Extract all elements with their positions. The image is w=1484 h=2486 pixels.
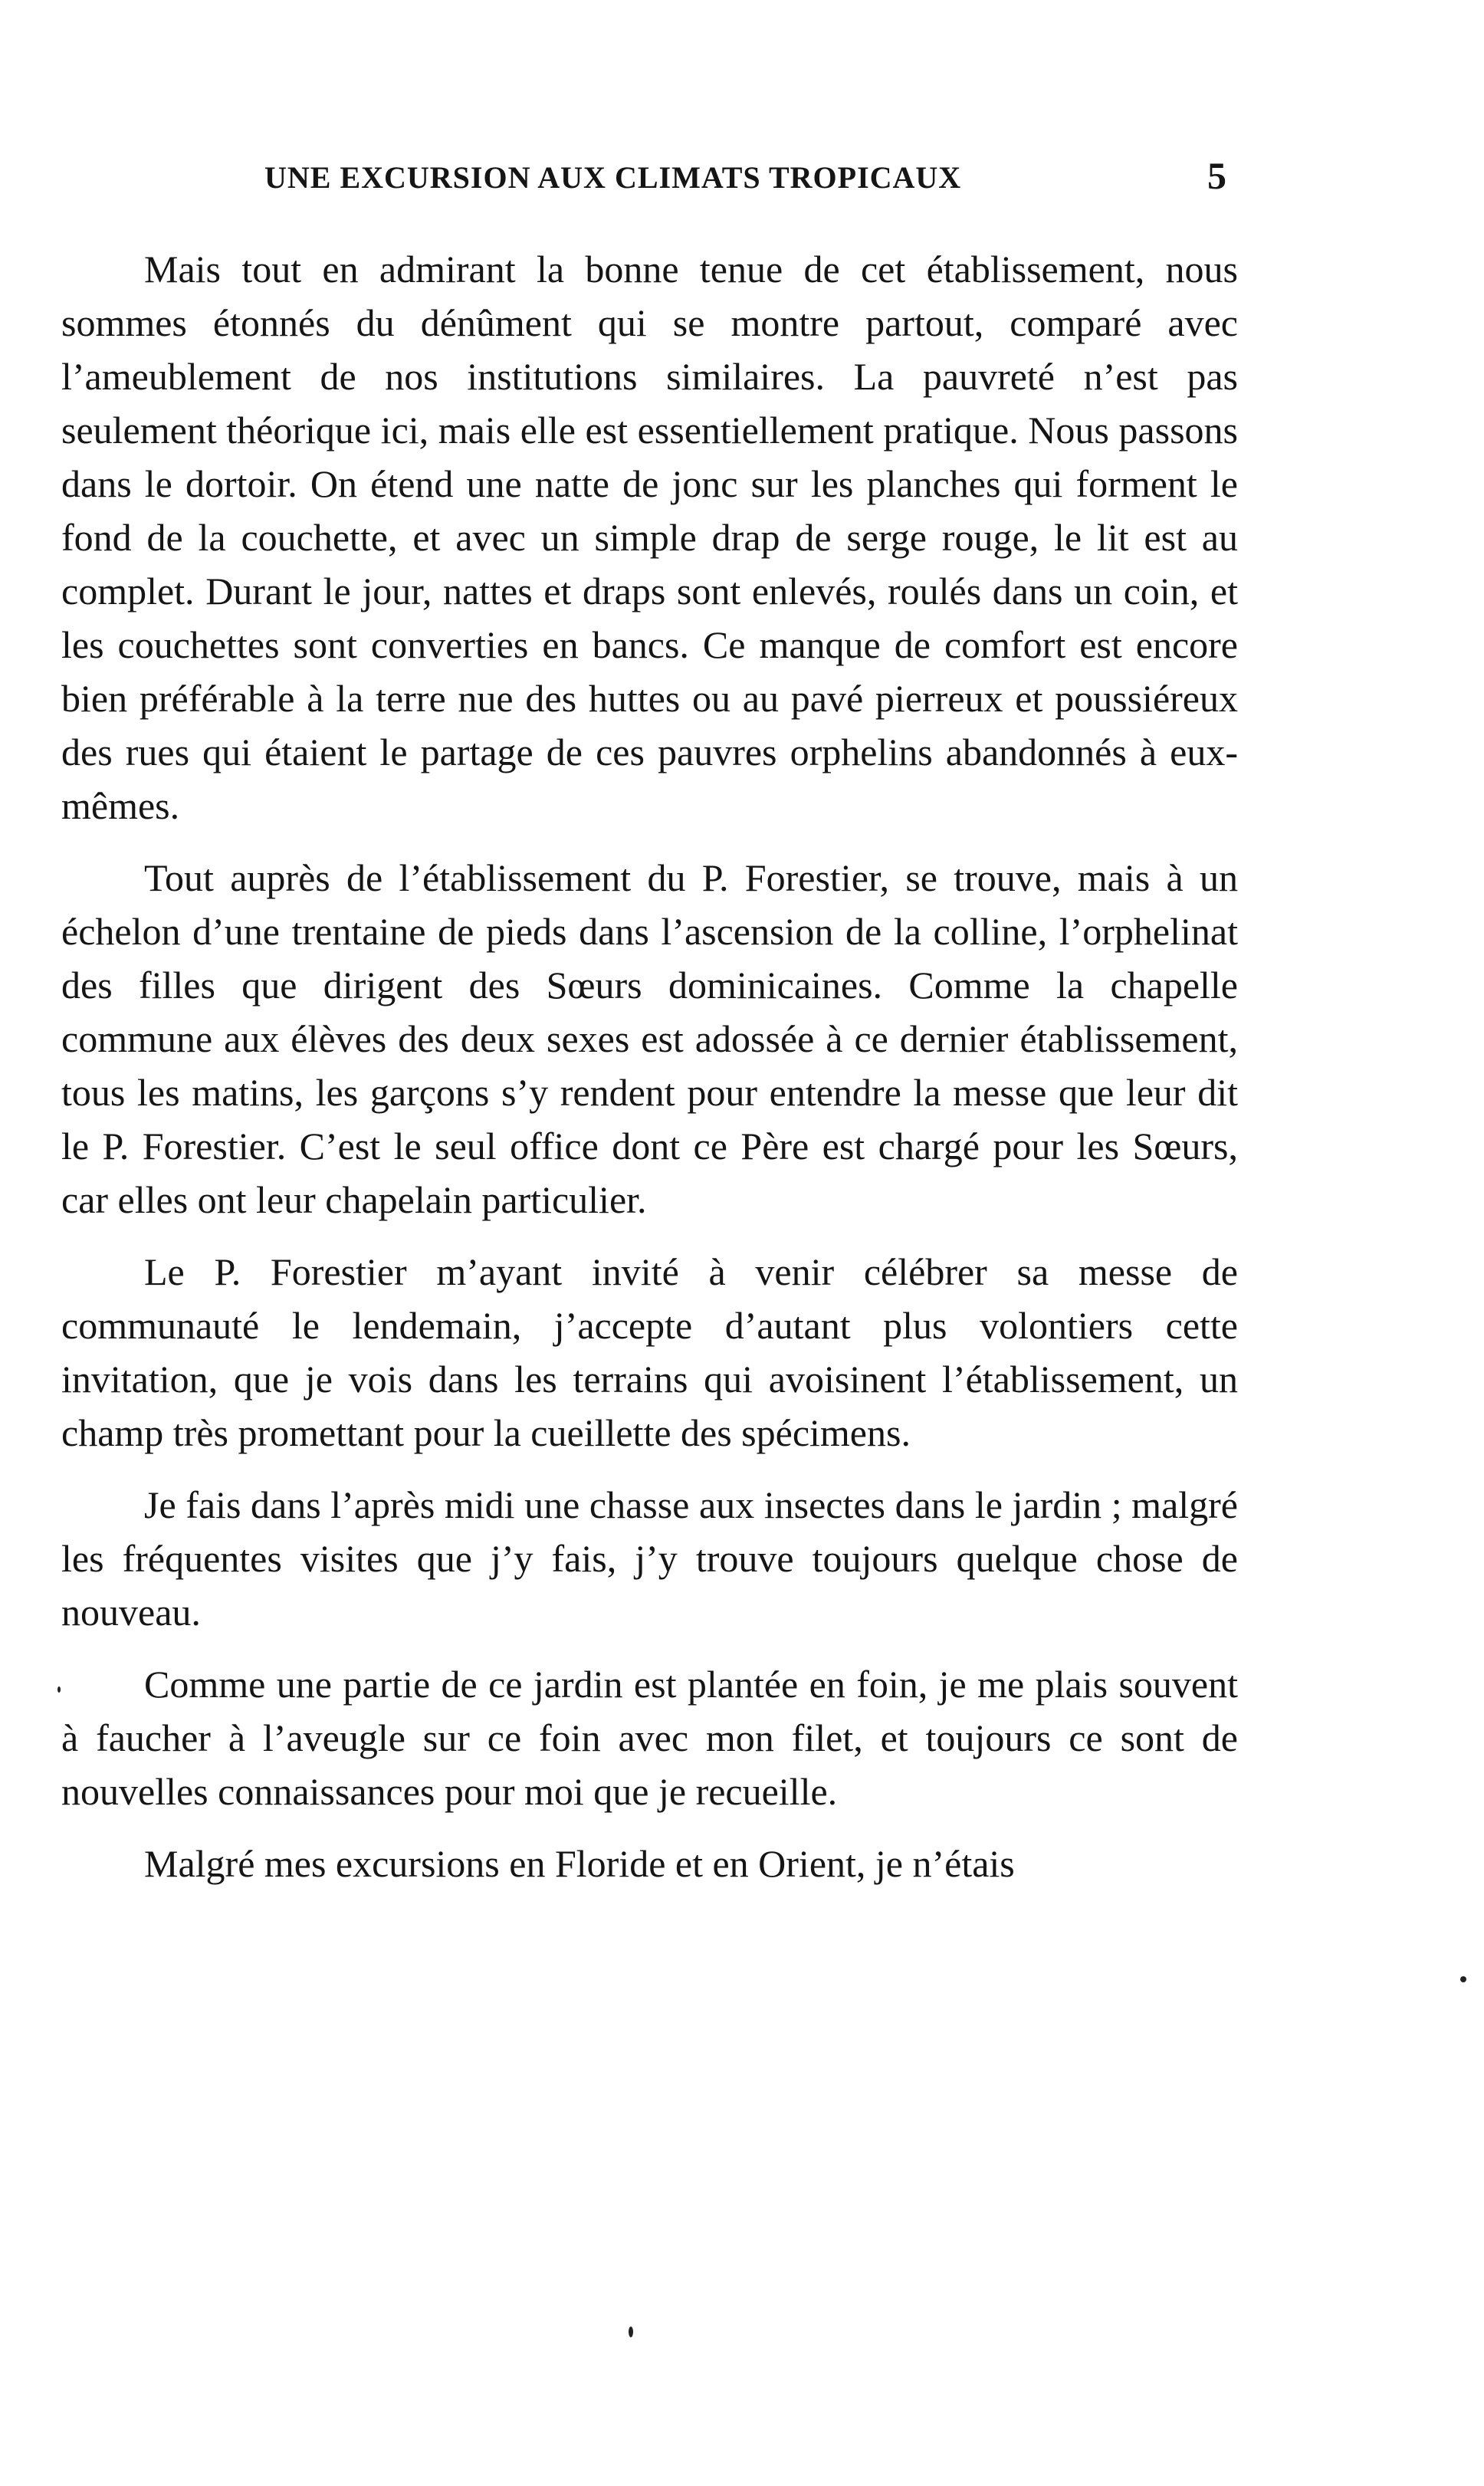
- scan-speck: [1460, 1976, 1466, 1982]
- paragraph-1: Mais tout en admirant la bonne tenue de cet établissement, nous sommes étonnés du dénûment qui se montre partout, comparé avec l’ameublement de nos institutions similaires. La pauvreté n’est pas seulement théorique ici, mais elle est essentiellement pratique. Nous passons dans le dortoir. On étend une natte de jonc sur les planches qui forment le fond de la couchette, et avec un simple drap de serge rouge, le lit est au complet. Durant le jour, nattes et draps sont enlevés, roulés dans un coin, et les couchettes sont converties en bancs. Ce manque de comfort est encore bien préférable à la terre nue des huttes ou au pavé pierreux et poussiéreux des rues qui étaient le partage de ces pauvres orphelins abandonnés à eux-mêmes.: [61, 248, 1238, 827]
- running-head: UNE EXCURSION AUX CLIMATS TROPICAUX: [264, 160, 962, 195]
- page-number: 5: [1207, 154, 1226, 197]
- paragraph-5: Comme une partie de ce jardin est plantée en foin, je me plais souvent à faucher à l’aveugle sur ce foin avec mon filet, et toujours ce sont de nouvelles connaissances pour moi que je recueille.: [61, 1663, 1238, 1813]
- paragraph-2: Tout auprès de l’établissement du P. Forestier, se trouve, mais à un échelon d’une trentaine de pieds dans l’ascension de la colline, l’orphelinat des filles que dirigent des Sœurs dominicaines. Comme la chapelle commune aux élèves des deux sexes est adossée à ce dernier établissement, tous les matins, les garçons s’y rendent pour entendre la messe que leur dit le P. Forestier. C’est le seul office dont ce Père est chargé pour les Sœurs, car elles ont leur chapelain particulier.: [61, 856, 1238, 1221]
- paragraph-4: Je fais dans l’après midi une chasse aux insectes dans le jardin ; malgré les fréquentes visites que j’y fais, j’y trouve toujours quelque chose de nouveau.: [61, 1483, 1238, 1634]
- paragraph-6: Malgré mes excursions en Floride et en Orient, je n’étais: [144, 1842, 1015, 1885]
- scan-speck: [629, 2327, 633, 2337]
- paragraph-3: Le P. Forestier m’ayant invité à venir célébrer sa messe de communauté le lendemain, j’accepte d’autant plus volontiers cette invitation, que je vois dans les terrains qui avoisinent l’établissement, un champ très promettant pour la cueillette des spécimens.: [61, 1250, 1238, 1454]
- scan-speck: [57, 1686, 61, 1693]
- page-body: [61, 242, 1238, 1890]
